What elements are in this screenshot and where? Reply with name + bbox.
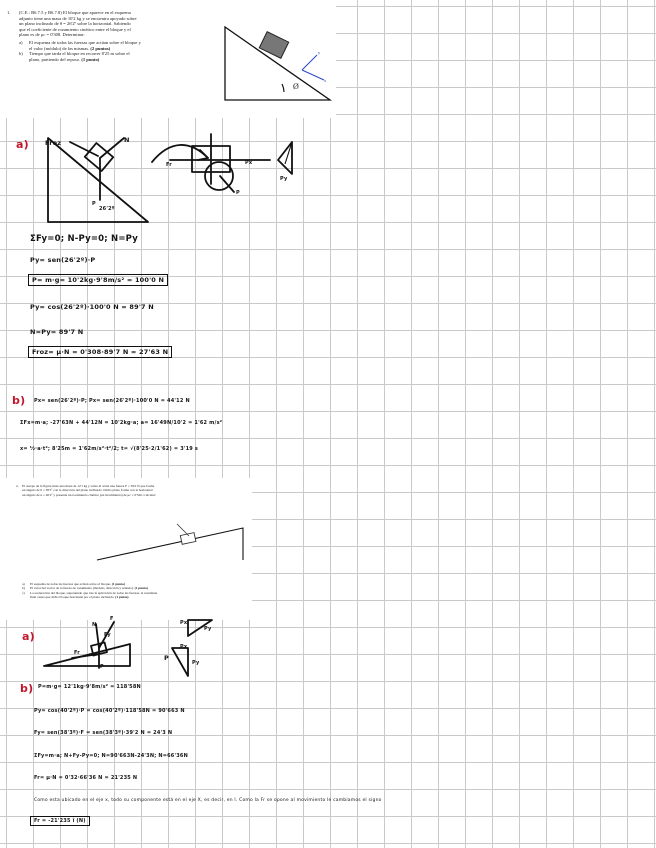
problem-2-item-label: a) — [22, 582, 25, 586]
sketch-2a-p: P — [100, 664, 104, 670]
sketch-2a-f: F — [110, 616, 114, 622]
sketch-2a-pxs: Px — [180, 644, 188, 650]
problem-1-item-line: el valor (módulo) de las mismas. — [29, 45, 90, 51]
problem-1-card — [0, 0, 336, 118]
problem-1-line: (C.E.: B6.7.5 y B6.7.8) El bloque que aparece en el esquema — [19, 10, 131, 15]
problem-2-number: 2. — [16, 484, 19, 488]
problem-2-item-points: (1 punto) — [115, 595, 129, 600]
solution-1b-label: b) — [12, 394, 26, 407]
problem-1-line: que el coeficiente de rozamiento cinético entre el bloque y el — [19, 26, 131, 32]
solution-1a-sketch — [40, 130, 360, 220]
solution-2b-line: Fy= sen(38'3º)·F = sen(38'3º)·39'2 N = 24'3 N — [34, 730, 173, 736]
problem-2-item-label: b) — [22, 586, 25, 591]
sketch-1a-py: Py — [280, 176, 288, 182]
sketch-2a-pys: Py — [192, 660, 200, 666]
solution-1a-line: Py= sen(26'2º)·P — [30, 256, 96, 264]
problem-2-figure — [95, 522, 245, 562]
problem-2-item-points: (1 punto) — [111, 582, 126, 586]
solution-2b-line: Fr= μ·N = 0'32·66'36 N = 21'235 N — [34, 775, 138, 781]
problem-1-item-points: (2 puntos) — [90, 45, 111, 51]
solution-2a-sketch — [42, 610, 262, 670]
problem-2-items — [22, 582, 252, 600]
solution-2b-line: P=m·g= 12'1kg·9'8m/s² = 118'58N — [38, 684, 141, 690]
sketch-2a-px: Px — [180, 620, 188, 626]
solution-1a-line: Py= cos(26'2º)·100'0 N = 89'7 N — [30, 303, 154, 311]
problem-2-line: un ángulo de α = 40'2º y presenta un rozamiento cinético (en movimiento) de μc = 0'320. Calcular: — [22, 492, 156, 497]
sketch-2a-fr: Fr — [74, 650, 80, 656]
sketch-2a-n: N — [92, 622, 97, 628]
solution-1a-line: ΣFy=0; N-Py=0; N=Py — [30, 234, 139, 244]
sketch-2a-py: Py — [204, 626, 212, 632]
solution-1a-line-boxed: P= m·g= 10'2kg·9'8m/s² = 100'0 N — [28, 274, 168, 286]
problem-2-item-points: (1 punto) — [134, 586, 148, 591]
solution-1b-line: x= ½·a·t²; 8'25m = 1'62m/s²·t²/2; t= √(8'25·2/1'62) = 3'19 s — [20, 446, 199, 452]
problem-1-item-label: b) — [19, 51, 23, 57]
problem-1-item-points: (1 punto) — [81, 56, 100, 62]
problem-1-line: adjunto tiene una masa de 10'2 kg y se encuentra apoyado sobre — [19, 15, 137, 21]
solution-1a-line: N=Py= 89'7 N — [30, 328, 84, 336]
sketch-2a-pp: P — [164, 654, 169, 662]
sketch-1a-fr: Fr — [166, 162, 172, 168]
problem-2-item-line: La aceleración del bloque, suponiendo que tras la aplicación de todas las fuerzas, la resultante — [30, 590, 158, 595]
solution-2b-line: Py= cos(40'2º)·P = cos(40'2º)·118'58N = 90'663 N — [34, 708, 185, 714]
solution-1b-line: Px= sen(26'2º)·P; Px= sen(26'2º)·100'0 N = 44'12 N — [34, 398, 190, 404]
problem-1-line: un plano inclinado de θ = 26'2º sobre la horizontal. Sabiendo — [19, 21, 131, 27]
problem-1-item-line: plano, partiendo del reposo. — [29, 56, 81, 62]
solution-2a-label: a) — [22, 630, 35, 643]
solution-1a-label: a) — [16, 138, 29, 151]
sketch-1a-n: N — [124, 136, 130, 144]
problem-1-item-line: Tiempo que tarda el bloque en recorrer 8'25 m sobre el — [29, 51, 130, 57]
problem-1-item-line: El esquema de todas las fuerzas que actúan sobre el bloque y — [29, 39, 141, 45]
sketch-1a-angle: 26'2º — [99, 206, 115, 212]
sketch-1a-froz: Froz — [45, 139, 62, 147]
problem-2-item-text: El valor del vector de la fuerza de rozamiento (módulo, dirección y sentido). — [30, 586, 134, 591]
problem-1-line: plano es de μc = 0'308. Determinar: — [19, 32, 85, 38]
solution-2b-line: ΣFy=m·a; N+Fy-Py=0; N=90'663N-24'3N; N=66'36N — [34, 753, 188, 759]
problem-1-text — [7, 10, 212, 62]
problem-2-line: El cuerpo de la figura tiene una masa de 12'1 kg y sobre él actúa una fuerza F = 39'2 N que forma — [22, 484, 155, 488]
problem-2-line: un ángulo de θ = 38'3º con la dirección del plano inclinado. Dicho plano forma con la horizontal — [22, 488, 153, 493]
axis-x-label: x — [324, 78, 327, 83]
problem-1-number: 1. — [7, 10, 11, 15]
problem-1-item-label: a) — [19, 39, 23, 45]
sketch-1a-p: P — [92, 201, 96, 207]
sketch-1a-px: Px — [245, 160, 253, 166]
solution-1a-line-boxed: Froz= μ·N = 0'308·89'7 N = 27'63 N — [28, 346, 172, 358]
solution-2b-result: Fr = -21'235 î (N) — [30, 816, 90, 826]
solution-1b-line: ΣFx=m·a; -27'63N + 44'12N = 10'2kg·a; a= 16'49N/10'2 = 1'62 m/s² — [20, 420, 223, 426]
solution-2b-label: b) — [20, 682, 34, 695]
problem-2-item-label: c) — [22, 590, 25, 595]
sketch-1a-pp: P — [236, 190, 240, 196]
problem-2-card — [0, 478, 252, 620]
axis-y-label: y — [318, 50, 321, 55]
solution-2b-line: Como esta ubicado en el eje x, todo su componente está en el eje X, es decir, en î. Como la Fr se opone al movimiento le cambiamos el signo — [34, 798, 382, 803]
problem-2-item-line: final causa que dicho bloque descienda por el plano inclinado. — [30, 595, 115, 600]
problem-1-figure — [222, 22, 332, 102]
angle-symbol: Ø — [293, 82, 299, 91]
problem-2-text — [16, 484, 250, 497]
problem-2-item-text: El esquema de todas las fuerzas que actúan sobre el bloque. — [30, 582, 111, 586]
sketch-2a-fy: Fy — [104, 632, 111, 638]
